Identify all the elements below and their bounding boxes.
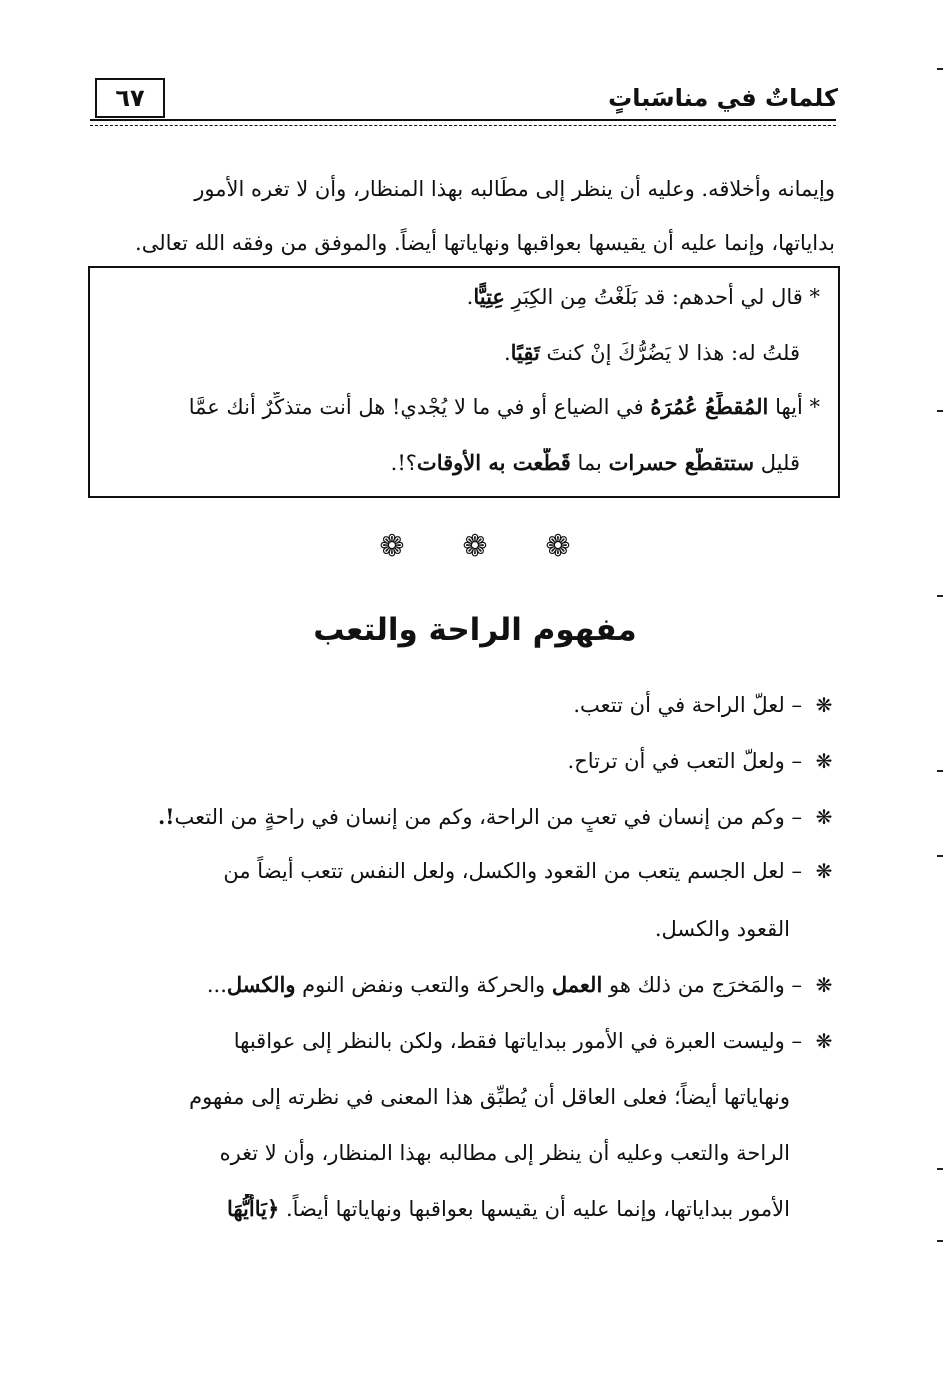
box-line-2: [108, 338, 800, 368]
bullet-item-2: [88, 746, 838, 776]
box-line-3-start: * أيها: [768, 395, 820, 419]
page-number: ٦٧: [95, 78, 165, 118]
bullet-item-3: [88, 802, 838, 832]
bullet-item-6-continuation-2: الراحة والتعب وعليه أن ينظر إلى مطالبه بهذا المنظار، وأن لا تغره: [219, 1141, 790, 1165]
bullet-item-1: [88, 690, 838, 720]
quran-quote-start: ﴿يَاأَيُّهَا: [226, 1196, 280, 1221]
flower-ornament-icon: ❁: [379, 529, 405, 564]
bullet-star-icon: ❋: [815, 749, 833, 773]
running-title: كلماتٌ في مناسَباتٍ: [608, 84, 838, 112]
bullet-item-4: [88, 856, 838, 886]
box-line-4: [108, 448, 800, 478]
box-line-4-emphasis-2: قَطَّعت به الأوقات: [416, 450, 571, 475]
scan-edge-mark: [937, 770, 943, 772]
bullet-item-5-emphasis-2: والكسل: [226, 972, 296, 997]
flower-ornament-icon: ❁: [462, 529, 488, 564]
quote-box: [88, 266, 840, 498]
scan-edge-mark: [937, 410, 943, 412]
bullet-star-icon: ❋: [815, 859, 833, 883]
bullet-item-6: [88, 1026, 838, 1056]
bullet-star-icon: ❋: [815, 805, 833, 829]
box-line-4-emphasis-1: ستتقطَّع حسرات: [608, 450, 755, 475]
bullet-item-6-text: – وليست العبرة في الأمور ببداياتها فقط، ولكن بالنظر إلى عواقبها: [233, 1029, 802, 1053]
box-line-3-text: في الضياع أو في ما لا يُجْدي! هل أنت متذكِّرٌ أنك عمَّا: [188, 395, 651, 419]
bullet-star-icon: ❋: [815, 693, 833, 717]
bullet-item-4-text: – لعل الجسم يتعب من القعود والكسل، ولعل النفس تتعب أيضاً من: [223, 859, 802, 883]
box-line-3: [108, 392, 820, 422]
intro-line-2: بداياتها، وإنما عليه أن يقيسها بعواقبها ونهاياتها أيضاً. والموفق من وفقه الله تعالى.: [135, 231, 835, 255]
bullet-item-5-end: ...: [206, 973, 227, 997]
bullet-item-6-continuation-3: [90, 1194, 790, 1224]
section-title: مفهوم الراحة والتعب: [313, 612, 637, 648]
bullet-item-5: [88, 970, 838, 1000]
bullet-item-5-middle: والحركة والتعب ونفض النوم: [295, 973, 552, 997]
scan-edge-mark: [937, 1240, 943, 1242]
bullet-item-2-text: – ولعلّ التعب في أن ترتاح.: [567, 749, 802, 773]
header-rule: [90, 119, 836, 126]
box-line-4-end: ؟!.: [390, 451, 417, 475]
box-line-1-end: .: [466, 285, 474, 309]
bullet-item-6-continuation-3-text: الأمور ببداياتها، وإنما عليه أن يقيسها بعواقبها ونهاياتها أيضاً.: [279, 1197, 790, 1221]
scan-edge-mark: [937, 855, 943, 857]
bullet-item-5-emphasis-1: العمل: [551, 972, 603, 997]
box-line-3-emphasis: المُقطِّعُ عُمُرَهُ: [650, 394, 769, 419]
intro-line-1: وإيمانه وأخلاقه. وعليه أن ينظر إلى مطَالبه بهذا المنظار، وأن لا تغره الأمور: [194, 177, 835, 201]
box-line-1: [108, 282, 820, 312]
bullet-star-icon: ❋: [815, 1029, 833, 1053]
scan-edge-mark: [937, 1168, 943, 1170]
box-line-2-emphasis: تَقِيًا: [510, 340, 540, 365]
bullet-item-5-start: – والمَخرَج من ذلك هو: [602, 973, 802, 997]
box-line-4-start: قليل: [754, 451, 800, 475]
box-line-2-text: قلتُ له: هذا لا يَضُرُّكَ إنْ كنتَ: [539, 341, 800, 365]
section-divider: [375, 530, 575, 564]
flower-ornament-icon: ❁: [545, 529, 571, 564]
bullet-item-3-text: – وكم من إنسان في تعبٍ من الراحة، وكم من إنسان في راحةٍ من التعب: [174, 805, 802, 829]
scan-edge-mark: [937, 595, 943, 597]
bullet-item-4-continuation: القعود والكسل.: [654, 917, 790, 941]
bullet-item-1-text: – لعلّ الراحة في أن تتعب.: [573, 693, 802, 717]
bullet-item-3-end: !.: [157, 804, 175, 829]
box-line-2-end: .: [503, 341, 511, 365]
bullet-star-icon: ❋: [815, 973, 833, 997]
scan-edge-mark: [937, 68, 943, 70]
box-line-1-emphasis: عِتِيًّا: [473, 284, 505, 309]
box-line-1-text: * قال لي أحدهم: قد بَلَغْتُ مِن الكِبَرِ: [504, 285, 820, 309]
bullet-item-6-continuation-1: ونهاياتها أيضاً؛ فعلى العاقل أن يُطبِّق هذا المعنى في نظرته إلى مفهوم: [189, 1085, 790, 1109]
box-line-4-middle: بما: [570, 451, 609, 475]
